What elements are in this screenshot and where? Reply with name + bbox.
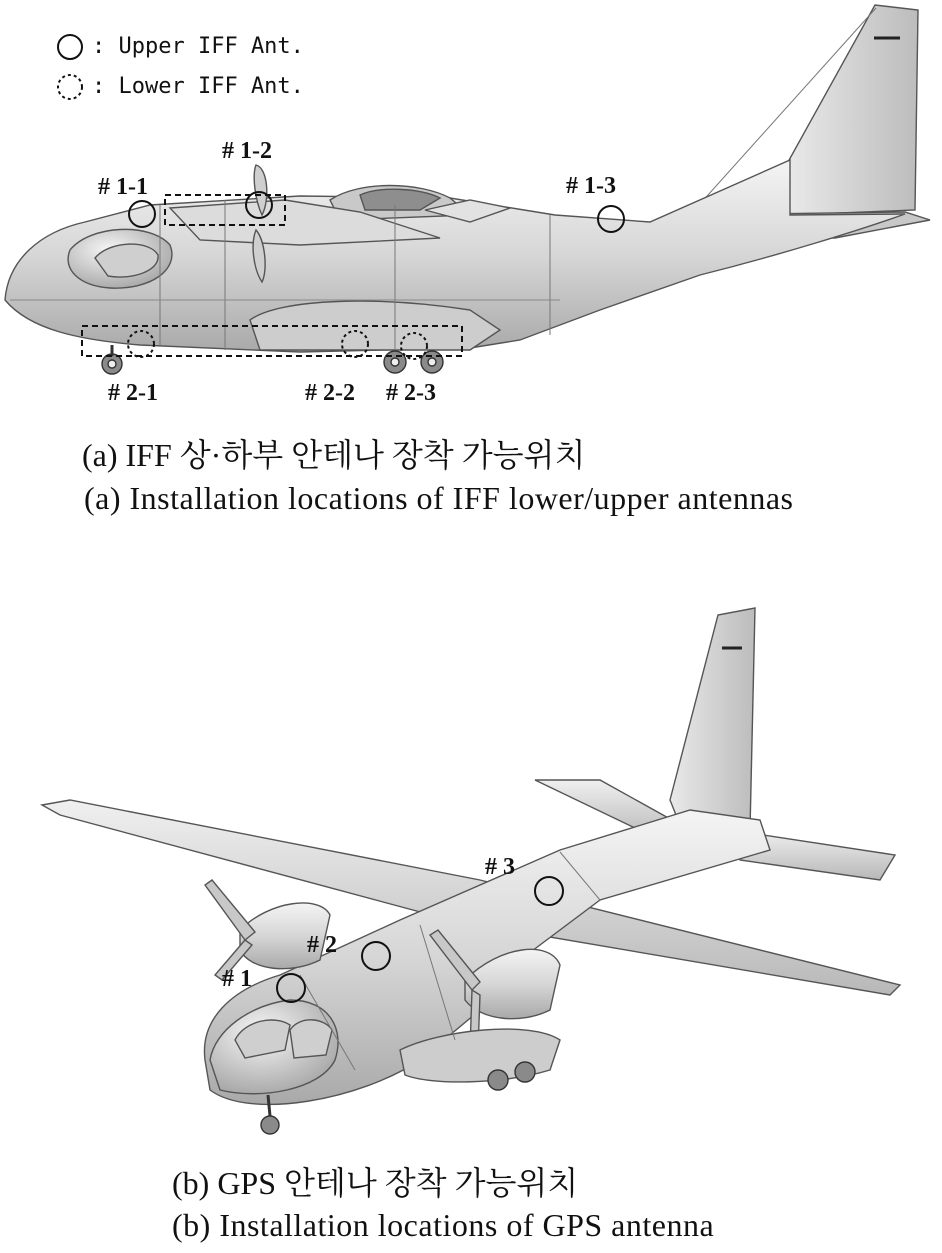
- marker-label-2-3: # 2-3: [386, 380, 436, 406]
- marker-label-1-1: # 1-1: [98, 174, 148, 200]
- caption-a-english: (a) Installation locations of IFF lower/upper antennas: [84, 480, 794, 516]
- marker-label-2-2: # 2-2: [305, 380, 355, 406]
- legend-upper-label: : Upper IFF Ant.: [92, 34, 304, 59]
- marker-label-2: # 2: [307, 932, 337, 958]
- marker-label-1: # 1: [222, 966, 252, 992]
- legend-lower-label: : Lower IFF Ant.: [92, 74, 304, 99]
- marker-label-1-2: # 1-2: [222, 138, 272, 164]
- caption-b-english: (b) Installation locations of GPS antenna: [172, 1207, 715, 1243]
- marker-label-3: # 3: [485, 854, 515, 880]
- caption-a-korean: (a) IFF 상·하부 안테나 장착 가능위치: [82, 437, 586, 473]
- caption-b-korean: (b) GPS 안테나 장착 가능위치: [172, 1165, 579, 1201]
- iso-view-aircraft: [42, 608, 900, 1134]
- marker-label-2-1: # 2-1: [108, 380, 158, 406]
- legend-dashed-circle-icon: [58, 75, 82, 99]
- legend-solid-circle-icon: [58, 35, 82, 59]
- marker-label-1-3: # 1-3: [566, 173, 616, 199]
